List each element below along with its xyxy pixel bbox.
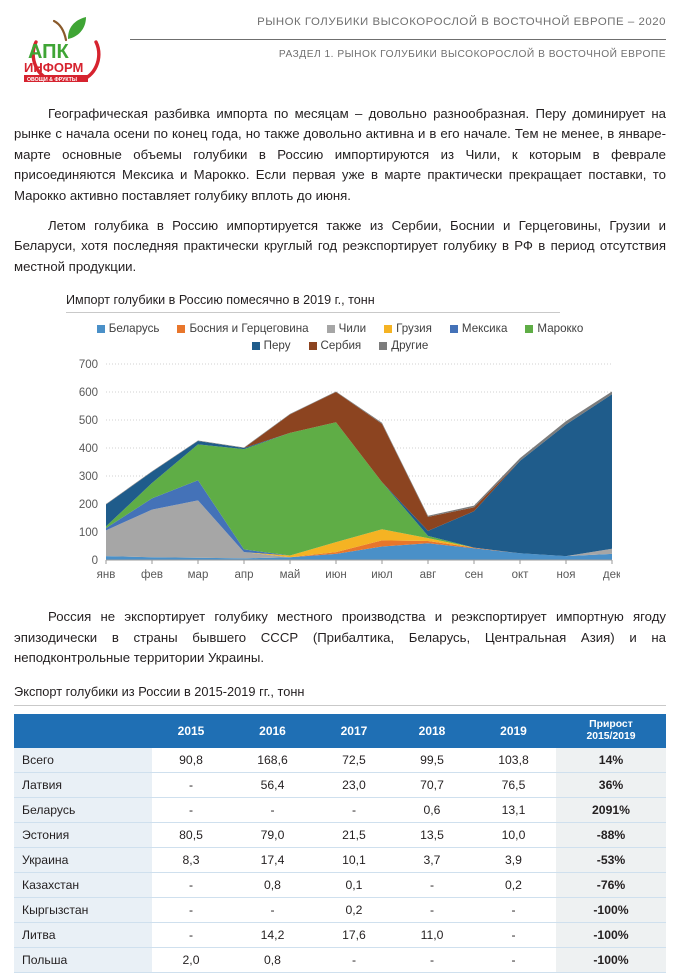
table-cell-value: 17,6 <box>315 923 393 948</box>
table-cell-value: 0,2 <box>471 873 556 898</box>
x-axis-tick-label: авг <box>419 569 437 582</box>
growth-header-line2: 2015/2019 <box>586 731 636 743</box>
table-cell-growth: 36% <box>556 773 666 798</box>
legend-item-другие <box>379 339 428 352</box>
table-cell-value: - <box>152 923 230 948</box>
table-cell-value: 103,8 <box>471 748 556 773</box>
table-cell-value: - <box>471 923 556 948</box>
legend-swatch-icon <box>177 325 185 333</box>
legend-item-грузия <box>384 322 432 335</box>
table-row <box>14 798 666 823</box>
page-header <box>0 0 680 92</box>
table-cell-value: 2,0 <box>152 948 230 973</box>
paragraph-summer-imports <box>14 216 666 277</box>
table-cell-value: 10,0 <box>471 823 556 848</box>
table-cell-value: 168,6 <box>230 748 315 773</box>
table-cell-value: 21,5 <box>315 823 393 848</box>
paragraph-text: Летом голубика в Россию импортируется также из Сербии, Боснии и Герцеговины, Грузии и Беларуси, хотя последняя практически круглый год реэкспортирует голубику в РФ в период отсутствия местной продукции. <box>14 218 666 274</box>
table-cell-value: 79,0 <box>230 823 315 848</box>
table-cell-value: 10,1 <box>315 848 393 873</box>
table-cell-value: 0,2 <box>315 898 393 923</box>
legend-swatch-icon <box>97 325 105 333</box>
legend-label: Сербия <box>320 339 362 353</box>
table-row <box>14 823 666 848</box>
table-header-year-2018: 2018 <box>393 714 471 748</box>
x-axis-tick-label: апр <box>234 569 254 582</box>
table-row <box>14 923 666 948</box>
table-cell-value: 0,8 <box>230 873 315 898</box>
legend-swatch-icon <box>252 342 260 350</box>
x-axis-tick-label: дек <box>602 569 620 582</box>
table-cell-growth: -100% <box>556 898 666 923</box>
y-axis-tick-label: 400 <box>78 443 98 456</box>
table-cell-country: Всего <box>14 748 152 773</box>
table-cell-value: 90,8 <box>152 748 230 773</box>
x-axis-tick-label: окт <box>511 569 529 582</box>
import-chart-block <box>0 293 680 593</box>
legend-label: Марокко <box>537 322 584 336</box>
paragraph-text: Географическая разбивка импорта по месяцам – довольно разнообразная. Перу доминирует на рынке с начала осени по конец года, но также довольно активна и в его начале. Тем не менее, в январе-марте основные объемы голубики в Россию импортируются из Чили, к которым в феврале присоединяются Мексика и Марокко. Если первая уже в марте практически прекращает поставки, то Марокко активно поставляет голубику вплоть до июня. <box>14 106 666 203</box>
table-header-year-2015: 2015 <box>152 714 230 748</box>
table-header-year-2017: 2017 <box>315 714 393 748</box>
table-cell-country: Украина <box>14 848 152 873</box>
legend-label: Другие <box>391 339 429 353</box>
table-cell-value: 76,5 <box>471 773 556 798</box>
table-cell-value: - <box>152 798 230 823</box>
table-cell-country: Польша <box>14 948 152 973</box>
legend-label: Чили <box>338 322 367 336</box>
legend-item-мексика <box>450 322 508 335</box>
logo-apple-icon <box>18 12 114 84</box>
y-axis-tick-label: 100 <box>78 527 98 540</box>
export-table <box>14 714 666 973</box>
table-cell-country: Кыргызстан <box>14 898 152 923</box>
table-cell-country: Литва <box>14 923 152 948</box>
table-cell-value: 80,5 <box>152 823 230 848</box>
table-cell-value: - <box>471 948 556 973</box>
x-axis-tick-label: фев <box>141 569 163 582</box>
table-cell-value: - <box>315 798 393 823</box>
table-cell-value: 8,3 <box>152 848 230 873</box>
table-head <box>14 714 666 748</box>
table-cell-value: 14,2 <box>230 923 315 948</box>
legend-swatch-icon <box>525 325 533 333</box>
table-cell-value: 23,0 <box>315 773 393 798</box>
legend-swatch-icon <box>309 342 317 350</box>
table-cell-value: 13,5 <box>393 823 471 848</box>
table-cell-value: 72,5 <box>315 748 393 773</box>
table-cell-value: 99,5 <box>393 748 471 773</box>
chart-title: Импорт голубики в Россию помесячно в 2019 г., тонн <box>66 293 560 313</box>
table-cell-growth: 14% <box>556 748 666 773</box>
table-cell-value: 0,8 <box>230 948 315 973</box>
legend-swatch-icon <box>379 342 387 350</box>
table-cell-value: - <box>471 898 556 923</box>
legend-item-перу <box>252 339 291 352</box>
y-axis-tick-label: 300 <box>78 471 98 484</box>
x-axis-tick-label: июл <box>371 569 393 582</box>
paragraph-text: Россия не экспортирует голубику местного производства и реэкспортирует импортную ягоду эпизодически в страны бывшего СССР (Прибалтика, Беларусь, Центральная Азия) и на неподконтрольные территории Украины. <box>14 609 666 666</box>
table-header-row <box>14 714 666 748</box>
table-cell-growth: 2091% <box>556 798 666 823</box>
legend-item-сербия <box>309 339 362 352</box>
table-row <box>14 773 666 798</box>
growth-header-line1: Прирост <box>589 719 633 731</box>
header-divider <box>130 39 666 40</box>
table-cell-value: 0,6 <box>393 798 471 823</box>
table-row <box>14 848 666 873</box>
legend-label: Босния и Герцеговина <box>189 322 309 336</box>
chart-legend <box>60 322 620 352</box>
y-axis-tick-label: 200 <box>78 499 98 512</box>
svg-text:ОВОЩИ & ФРУКТЫ: ОВОЩИ & ФРУКТЫ <box>27 77 77 83</box>
table-cell-value: - <box>315 948 393 973</box>
legend-item-босния-и-герцеговина <box>177 322 308 335</box>
legend-item-беларусь <box>97 322 160 335</box>
chart-plot-area <box>60 358 680 593</box>
paragraph-export <box>14 607 666 668</box>
table-header-year-2016: 2016 <box>230 714 315 748</box>
table-cell-value: 3,9 <box>471 848 556 873</box>
apk-inform-logo <box>18 12 114 84</box>
table-cell-value: 70,7 <box>393 773 471 798</box>
table-row <box>14 873 666 898</box>
table-cell-value: - <box>152 898 230 923</box>
table-cell-value: 11,0 <box>393 923 471 948</box>
table-cell-value: - <box>152 773 230 798</box>
y-axis-tick-label: 700 <box>78 359 98 372</box>
svg-text:ИНФОРМ: ИНФОРМ <box>24 60 84 75</box>
table-cell-country: Казахстан <box>14 873 152 898</box>
table-cell-value: - <box>230 798 315 823</box>
x-axis-tick-label: ноя <box>556 569 576 582</box>
table-row <box>14 948 666 973</box>
table-cell-country: Беларусь <box>14 798 152 823</box>
legend-label: Беларусь <box>108 322 160 336</box>
y-axis-tick-label: 0 <box>91 555 98 568</box>
table-cell-growth: -53% <box>556 848 666 873</box>
legend-swatch-icon <box>384 325 392 333</box>
table-title: Экспорт голубики из России в 2015-2019 гг., тонн <box>14 684 666 706</box>
table-cell-value: 13,1 <box>471 798 556 823</box>
table-cell-value: - <box>393 948 471 973</box>
stacked-area-chart <box>60 358 620 588</box>
table-row <box>14 898 666 923</box>
legend-swatch-icon <box>450 325 458 333</box>
table-cell-growth: -100% <box>556 923 666 948</box>
header-titles <box>130 16 666 60</box>
table-cell-value: - <box>152 873 230 898</box>
table-cell-growth: -88% <box>556 823 666 848</box>
legend-label: Перу <box>263 339 291 353</box>
table-cell-country: Латвия <box>14 773 152 798</box>
x-axis-tick-label: май <box>279 569 301 582</box>
table-cell-value: - <box>393 873 471 898</box>
legend-item-чили <box>327 322 366 335</box>
y-axis-tick-label: 500 <box>78 415 98 428</box>
table-cell-growth: -100% <box>556 948 666 973</box>
section-subtitle: РАЗДЕЛ 1. РЫНОК ГОЛУБИКИ ВЫСОКОРОСЛОЙ В ВОСТОЧНОЙ ЕВРОПЕ <box>278 49 666 60</box>
table-cell-value: 3,7 <box>393 848 471 873</box>
table-cell-growth: -76% <box>556 873 666 898</box>
legend-swatch-icon <box>327 325 335 333</box>
legend-label: Мексика <box>461 322 508 336</box>
table-cell-country: Эстония <box>14 823 152 848</box>
table-cell-value: - <box>393 898 471 923</box>
x-axis-tick-label: мар <box>187 569 209 582</box>
x-axis-tick-label: июн <box>325 569 347 582</box>
legend-label: Грузия <box>396 322 432 336</box>
svg-text:АПК: АПК <box>28 41 69 63</box>
paragraph-import-geography <box>14 104 666 206</box>
x-axis-tick-label: сен <box>464 569 484 582</box>
table-header-year-2019: 2019 <box>471 714 556 748</box>
table-cell-value: 56,4 <box>230 773 315 798</box>
table-cell-value: - <box>230 898 315 923</box>
table-row <box>14 748 666 773</box>
report-title: РЫНОК ГОЛУБИКИ ВЫСОКОРОСЛОЙ В ВОСТОЧНОЙ ЕВРОПЕ – 2020 <box>257 16 666 28</box>
table-cell-value: 0,1 <box>315 873 393 898</box>
y-axis-tick-label: 600 <box>78 387 98 400</box>
legend-item-марокко <box>525 322 583 335</box>
table-cell-value: 17,4 <box>230 848 315 873</box>
x-axis-tick-label: янв <box>96 569 116 582</box>
table-header-growth <box>556 714 666 748</box>
table-body <box>14 748 666 973</box>
table-header-blank <box>14 714 152 748</box>
